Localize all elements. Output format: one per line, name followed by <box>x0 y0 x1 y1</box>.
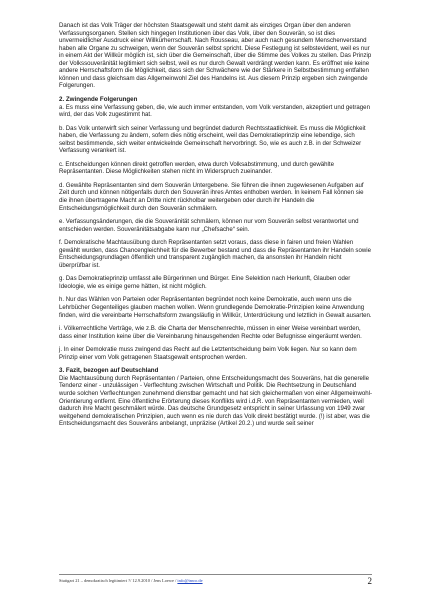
page-number: 2 <box>367 576 372 586</box>
section-3-paragraph: Die Machtausübung durch Repräsentanten / Parteien, ohne Entscheidungsmacht des Souveräns, hat die generelle Tendenz einer - unzulässigen - Verflechtung zwischen Wirtschaft und Politik. Die Rechtsetzung in Deutschland wurde solchen Verflechtungen zunehmend dienstbar gemacht und hat sich gleichermaßen von einer Allgemeinwohl-Orientierung entfernt. Eine öffentliche Erörterung dieses Konflikts wird i.d.R. von Repräsentanten vermieden, weil dadurch ihre Macht geschmälert würde. Das deutsche Grundgesetz entspricht in seiner Urfassung von 1949 zwar weitgehend demokratischen Prinzipien, auch wenn es nie durch das Volk direkt bestätigt wurde. (!) ist aber, was die Entscheidungsmacht des Souveräns anbelangt, unpräzise (Artikel 20.2.) und wurde seit seiner <box>59 374 373 428</box>
section-3-heading: 3. Fazit, bezogen auf Deutschland <box>59 367 159 375</box>
item-g: g. Das Demokratieprinzip umfasst alle Bürgerinnen und Bürger. Eine Selektion nach Herkunft, Glauben oder Ideologie, wie es einige gerne hätten, ist nicht möglich. <box>59 275 351 290</box>
footer-email-link[interactable]: info@inwo.de <box>177 578 203 583</box>
item-c: c. Entscheidungen können direkt getroffen werden, etwa durch Volksabstimmung, und durch gewählte Repräsentanten. Diese Möglichkeiten stehen nicht im Widerspruch zueinander. <box>59 160 334 176</box>
item-h: h. Nur das Wählen von Parteien oder Repräsentanten begründet noch keine Demokratie, auch wenn uns die Lehrbücher Gegenteiliges glauben machen wollen. Wenn grundlegende Demokratie-Prinzipien keine Anwendung finden, wird die vereinbarte Herrschaftsform zwangsläufig in Willkür, Unterdrückung und letztlich in Gewalt ausarten. <box>59 296 372 319</box>
page-footer <box>59 574 372 587</box>
page-body <box>59 22 372 434</box>
footer-line <box>59 578 203 583</box>
item-i: i. Völkerrechtliche Verträge, wie z.B. die Charta der Menschenrechte, müssen in einer Weise vereinbart werden, dass einer Institution keine über die Vereinbarung hinausgehenden Rechte oder Befugnisse eingeräumt werden. <box>59 325 362 340</box>
item-a: a. Es muss eine Verfassung geben, die, wie auch immer entstanden, vom Volk verstanden, akzeptiert und getragen wird, der das Volk zugestimmt hat. <box>59 103 370 119</box>
section-2-heading: 2. Zwingende Folgerungen <box>59 95 138 103</box>
item-f: f. Demokratische Machtausübung durch Repräsentanten setzt voraus, dass diese in fairen und freien Wahlen gewählt wurden, dass Chancengleichheit für die Bewerber bestand und dass die Repräsentanten ihr Handeln sowie Entscheidungsgrundlagen öffentlich und transparent zugänglich machen, da ansonsten ihr Handeln nicht überprüfbar ist. <box>59 239 371 269</box>
footer-citation: Stuttgart 21 – demokratisch legitimiert ?/ 12.9.2010 / Jens Loewe / <box>59 578 178 583</box>
item-d: d. Gewählte Repräsentanten sind dem Souverän Untergebene. Sie führen die ihnen zugewiesenen Aufgaben auf Zeit durch und können nötigenfalls durch den Souverän ihres Amtes enthoben werden. In keinem Fall können sie die ihnen übertragene Macht an Dritte nicht rückholbar weitergeben oder durch ihr Handeln die Entscheidungsmöglichkeit durch den Souverän schmälern. <box>59 181 364 212</box>
item-e: e. Verfassungsänderungen, die die Souveränität schmälern, können nur vom Souverän selbst verantwortet und entschieden werden. Souveränitätsabgabe kann nur „Chefsache“ sein. <box>59 218 359 233</box>
intro-paragraph: Danach ist das Volk Träger der höchsten Staatsgewalt und steht damit als einziges Organ über den anderen Verfassungsorganen. Stellen sich hingegen Institutionen über das Volk, über den Souverän, so ist dies unvermeidlicher Ausdruck einer Willkürherrschaft. Nach Rousseau, aber auch nach gesundem Menschenverstand haben alle Organe zu schweigen, wenn der Souverän selbst spricht. Diese Festlegung ist selbstevident, weil es nur in einem Akt der Willkür möglich ist, sich über die Gemeinschaft, über die Stimme des Volkes zu stellen. Das Prinzip der Volkssouveränität legitimiert sich selbst, weil es nur durch Gewalt verdrängt werden kann. Es eröffnet wie keine andere Herrschaftsform die Möglichkeit, dass sich der Schwächere wie der Stärkere in Selbstbestimmung entfalten können und dass gleichsam das Allgemeinwohl Ziel des Handelns ist. Aus diesem Prinzip ergeben sich zwingende Folgerungen. <box>59 22 372 90</box>
item-b: b. Das Volk unterwirft sich seiner Verfassung und begründet dadurch Rechtsstaatlichkeit. Es muss die Möglichkeit haben, die Verfassung zu ändern, sofern dies nötig erscheint, weil das Demokratieprinzip eine lebendige, sich selbst bestimmende, sich weiter entwickelnde Gemeinschaft hervorbringt. So, wie es auch z.B. in der Schweizer Verfassung verankert ist. <box>59 124 366 155</box>
item-j: j. In einer Demokratie muss zwingend das Recht auf die Letztentscheidung beim Volk liegen. Nur so kann dem Prinzip einer vom Volk getragenen Staatsgewalt entsprochen werden. <box>59 346 357 361</box>
